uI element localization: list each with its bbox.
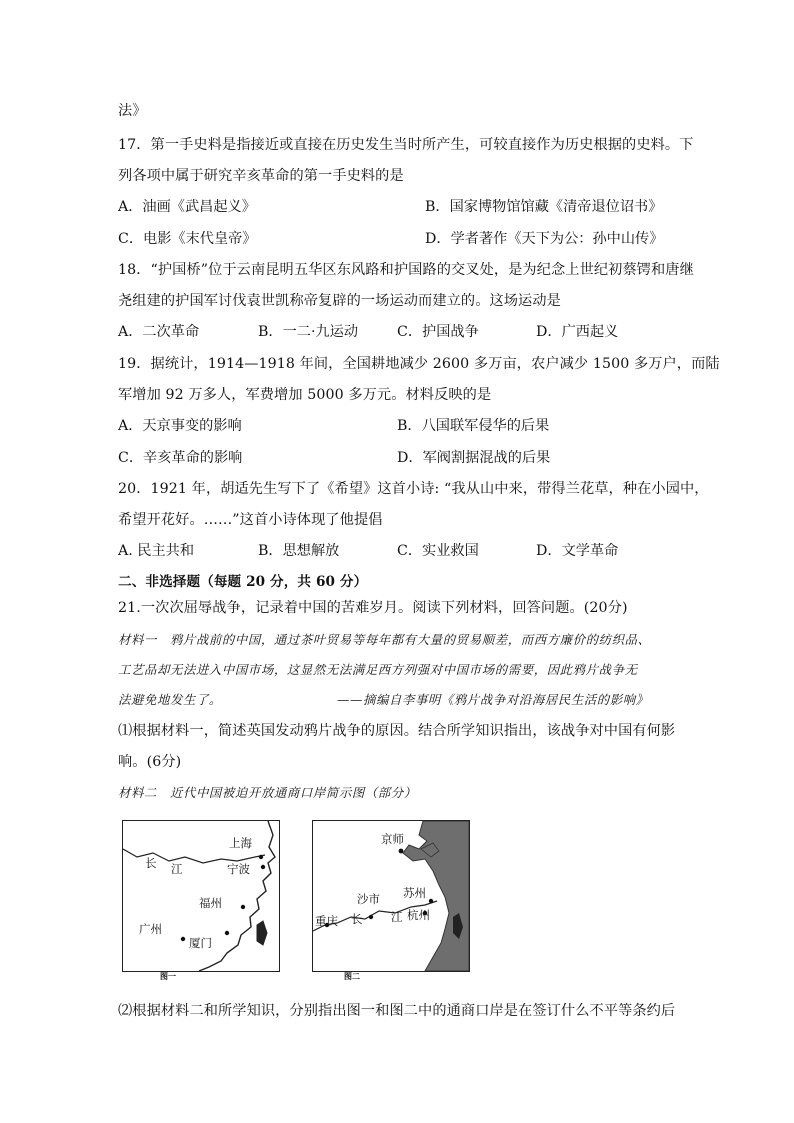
q17-stem-line2: 列各项中属于研究辛亥革命的第一手史料的是: [118, 168, 404, 184]
q20-stem-line1: 20．1921 年，胡适先生写下了《希望》这首小诗: “我从山中来，带得兰花草，种在小园中，: [118, 481, 709, 497]
q19-option-c: C．辛亥革命的影响: [118, 450, 243, 466]
map2-label-jingshi: 京师: [381, 832, 404, 846]
page-fragment: 法》: [118, 103, 147, 119]
q21-sub1-line1: ⑴根据材料一，简述英国发动鸦片战争的原因。结合所学知识指出，该战争对中国有何影: [118, 723, 676, 739]
map1-caption: 图一: [160, 972, 176, 981]
q21-sub2-line1: ⑵根据材料二和所学知识，分别指出图一和图二中的通商口岸是在签订什么不平等条约后: [118, 1003, 676, 1019]
q18-option-a: A．二次革命: [118, 324, 200, 340]
q19-stem-line1: 19．据统计，1914—1918 年间，全国耕地减少 2600 多万亩，农户减少 1500 多万户，而陆: [118, 356, 720, 372]
q21-intro: 21.一次次屈辱战争，记录着中国的苦难岁月。阅读下列材料，回答问题。(20分): [118, 600, 628, 616]
map1-label-chang: 长: [145, 856, 157, 870]
map1-label-xiamen: 厦门: [189, 936, 212, 950]
map1-label-shanghai: 上海: [229, 836, 252, 850]
map2-label-chongqing: 重庆: [315, 914, 338, 928]
q19-option-d: D．军阀割据混战的后果: [397, 450, 551, 466]
map-figure-1: [122, 820, 280, 972]
map2-label-suzhou: 苏州: [403, 886, 426, 900]
q19-stem-line2: 军增加 92 万多人，军费增加 5000 多万元。材料反映的是: [118, 387, 492, 403]
map-figure-2: [312, 820, 470, 972]
q20-stem-line2: 希望开花好。……”这首小诗体现了他提倡: [118, 512, 383, 528]
q21-material1-line3: 法避免地发生了。: [118, 692, 222, 707]
q20-option-d: D．文学革命: [536, 543, 619, 559]
q17-option-c: C．电影《末代皇帝》: [118, 231, 257, 247]
map2-caption: 图二: [344, 972, 360, 981]
q20-option-c: C．实业救国: [397, 543, 479, 559]
q21-material1-line2: 工艺品却无法进入中国市场，这显然无法满足西方列强对中国市场的需要，因此鸦片战争无: [118, 662, 638, 677]
q21-material1-source: ——摘编自李事明《鸦片战争对沿海居民生活的影响》: [337, 692, 649, 707]
q17-stem-line1: 17．第一手史料是指接近或直接在历史发生当时所产生，可较直接作为历史根据的史料。下: [118, 137, 694, 153]
q20-option-b: B．思想解放: [258, 543, 340, 559]
q19-option-a: A．天京事变的影响: [118, 418, 242, 434]
q18-option-b: B．一二·九运动: [258, 324, 359, 340]
q21-sub1-line2: 响。(6分): [118, 754, 182, 770]
q18-option-d: D．广西起义: [536, 324, 619, 340]
map2-label-chang: 长: [351, 912, 363, 926]
q18-stem-line2: 尧组建的护国军讨伐袁世凯称帝复辟的一场运动而建立的。这场运动是: [118, 293, 561, 309]
q17-option-a: A．油画《武昌起义》: [118, 199, 256, 215]
q20-option-a: A. 民主共和: [118, 543, 195, 559]
map1-label-ningbo: 宁波: [227, 862, 250, 876]
q21-material1-line1: 材料一 鸦片战前的中国，通过茶叶贸易等每年都有大量的贸易顺差，而西方廉价的纺织品、: [118, 632, 651, 647]
q17-option-d: D．学者著作《天下为公：孙中山传》: [425, 231, 664, 247]
map1-label-guangzhou: 广州: [139, 922, 162, 936]
q18-stem-line1: 18．“护国桥”位于云南昆明五华区东风路和护国路的交叉处，是为纪念上世纪初蔡锷和唐继: [118, 262, 694, 278]
q21-material2-title: 材料二 近代中国被迫开放通商口岸简示图（部分）: [118, 785, 417, 800]
map2-label-shashi: 沙市: [357, 892, 380, 906]
q19-option-b: B．八国联军侵华的后果: [397, 418, 550, 434]
map2-label-hangzhou: 杭州: [407, 908, 430, 922]
q18-option-c: C．护国战争: [397, 324, 479, 340]
q17-option-b: B．国家博物馆馆藏《清帝退位诏书》: [425, 199, 663, 215]
section-heading: 二、非选择题（每题 20 分，共 60 分）: [118, 574, 368, 590]
map2-label-jiang: 江: [391, 910, 403, 924]
map1-label-fuzhou: 福州: [199, 896, 222, 910]
map1-label-jiang: 江: [171, 862, 183, 876]
